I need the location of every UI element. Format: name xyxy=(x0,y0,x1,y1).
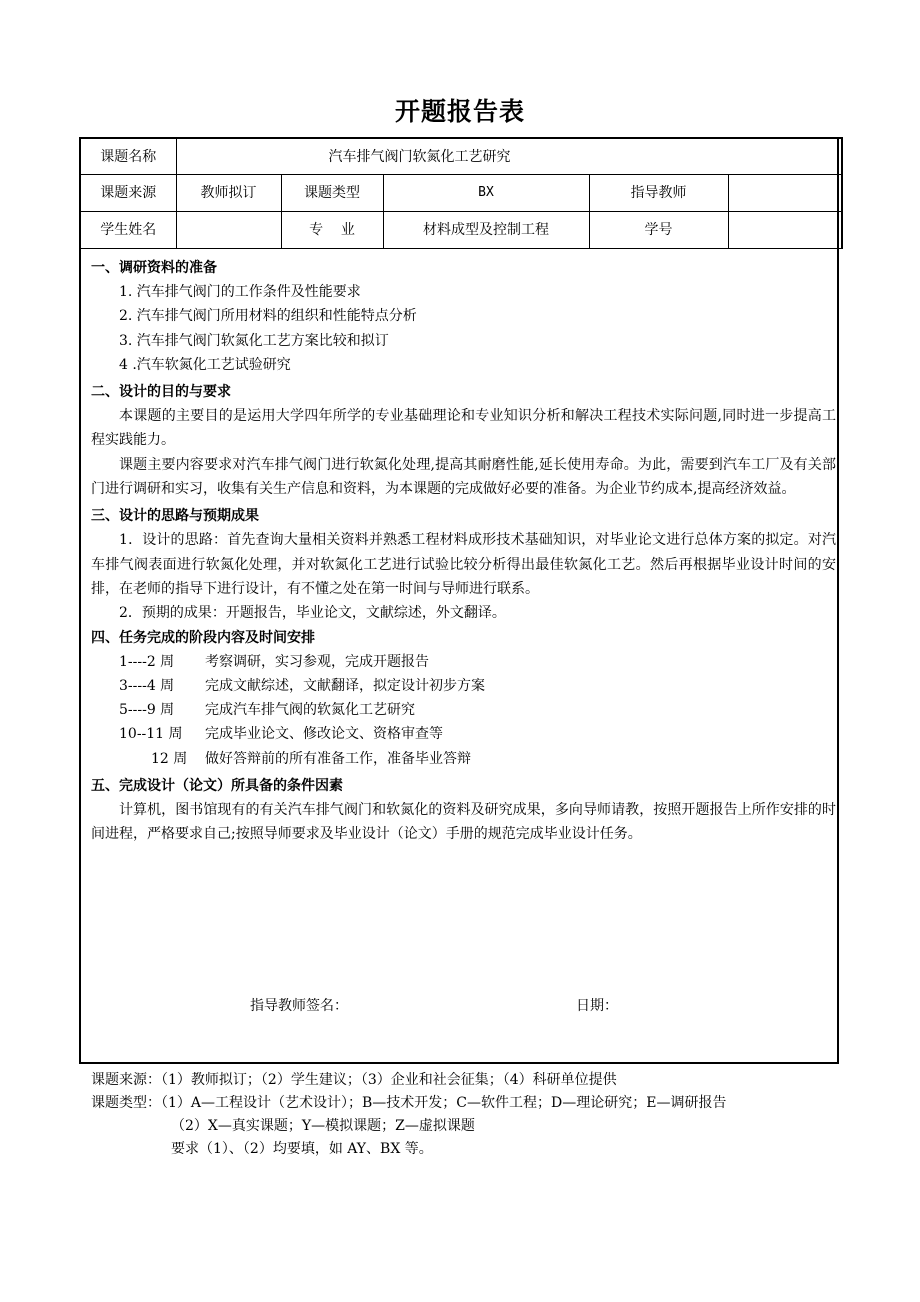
report-body xyxy=(91,256,836,847)
schedule-weeks: 1----2 周 xyxy=(119,653,175,670)
schedule-row xyxy=(91,650,836,674)
student-name-value xyxy=(176,212,281,249)
paragraph: 计算机，图书馆现有的有关汽车排气阀门和软氮化的资料及研究成果，多向导师请教，按照开题报告上所作安排的时间进程，严格要求自己;按照导师要求及毕业设计（论文）手册的规范完成毕业设计任务。 xyxy=(91,802,836,843)
student-name-label: 学生姓名 xyxy=(80,212,176,249)
section-3-heading: 三、设计的思路与预期成果 xyxy=(91,508,259,525)
paragraph: 1．设计的思路：首先查询大量相关资料并熟悉工程材料成形技术基础知识，对毕业论文进行总体方案的拟定。对汽车排气阀表面进行软氮化处理，并对软氮化工艺进行试验比较分析得出最佳软氮化工艺。然后再根据毕业设计时间的安排，在老师的指导下进行设计，有不懂之处在第一时间与导师进行联系。 xyxy=(91,532,836,597)
section-2-heading: 二、设计的目的与要求 xyxy=(91,384,231,401)
advisor-label: 指导教师 xyxy=(589,175,728,212)
schedule-weeks: 3----4 周 xyxy=(119,677,175,694)
source-note: 课题来源：（1）教师拟订；（2）学生建议；（3）企业和社会征集；（4）科研单位提供 xyxy=(91,1072,617,1088)
form-title: 开题报告表 xyxy=(394,97,525,126)
subject-source-value: 教师拟订 xyxy=(176,175,281,212)
date-label: 日期： xyxy=(576,998,618,1014)
list-item: 1. 汽车排气阀门的工作条件及性能要求 xyxy=(119,284,361,300)
row-student xyxy=(80,212,842,249)
list-item: 4 .汽车软氮化工艺试验研究 xyxy=(119,356,291,373)
info-table xyxy=(79,137,843,249)
subject-source-label: 课题来源 xyxy=(80,175,176,212)
schedule-task: 考察调研，实习参观，完成开题报告 xyxy=(205,653,429,670)
schedule-task: 完成汽车排气阀的软氮化工艺研究 xyxy=(205,702,415,719)
footer-notes xyxy=(91,1069,726,1161)
student-id-value xyxy=(728,212,842,249)
list-item: 2. 汽车排气阀门所用材料的组织和性能特点分析 xyxy=(119,308,417,325)
requirement-note: 要求（1）、（2）均要填，如 AY、BX 等。 xyxy=(171,1141,433,1157)
advisor-signature-label: 指导教师签名： xyxy=(250,998,348,1014)
schedule-row xyxy=(91,747,836,771)
schedule-row xyxy=(91,722,836,746)
schedule-weeks: 5----9 周 xyxy=(119,702,175,719)
row-subject-name xyxy=(80,138,842,175)
schedule-task: 完成毕业论文、修改论文、资格审查等 xyxy=(205,726,443,743)
advisor-value xyxy=(728,175,842,212)
student-id-label: 学号 xyxy=(589,212,728,249)
subject-type-label: 课题类型 xyxy=(281,175,383,212)
schedule-row xyxy=(91,674,836,698)
paragraph: 2．预期的成果：开题报告，毕业论文，文献综述，外文翻译。 xyxy=(119,605,506,622)
section-4-heading: 四、任务完成的阶段内容及时间安排 xyxy=(91,629,315,646)
section-5-heading: 五、完成设计（论文）所具备的条件因素 xyxy=(91,778,343,795)
schedule-task: 做好答辩前的所有准备工作，准备毕业答辩 xyxy=(205,750,471,767)
type-note: 课题类型：（1）A—工程设计（艺术设计）；B—技术开发；C—软件工程；D—理论研究；E—调研报告 xyxy=(91,1095,727,1111)
schedule-weeks: 10--11 周 xyxy=(119,726,183,743)
subject-type-value: BX xyxy=(383,175,589,212)
major-value: 材料成型及控制工程 xyxy=(383,212,589,249)
list-item: 3. 汽车排气阀门软氮化工艺方案比较和拟订 xyxy=(119,332,389,349)
schedule-weeks: 12 周 xyxy=(151,750,188,767)
major-label: 专 业 xyxy=(281,212,383,249)
type-note-2: （2）X—真实课题；Y—模拟课题；Z—虚拟课题 xyxy=(171,1118,475,1134)
schedule-task: 完成文献综述，文献翻译，拟定设计初步方案 xyxy=(205,677,485,694)
paragraph: 本课题的主要目的是运用大学四年所学的专业基础理论和专业知识分析和解决工程技术实际问题,同时进一步提高工程实践能力。 xyxy=(91,408,836,449)
section-1-heading: 一、调研资料的准备 xyxy=(91,260,217,276)
schedule-row xyxy=(91,698,836,722)
row-source-type xyxy=(80,175,842,212)
paragraph: 课题主要内容要求对汽车排气阀门进行软氮化处理,提高其耐磨性能,延长使用寿命。为此，需要到汽车工厂及有关部门进行调研和实习，收集有关生产信息和资料，为本课题的完成做好必要的准备。为企业节约成本,提高经济效益。 xyxy=(91,456,836,498)
subject-name-label: 课题名称 xyxy=(80,138,176,175)
subject-name-value: 汽车排气阀门软氮化工艺研究 xyxy=(176,138,842,175)
